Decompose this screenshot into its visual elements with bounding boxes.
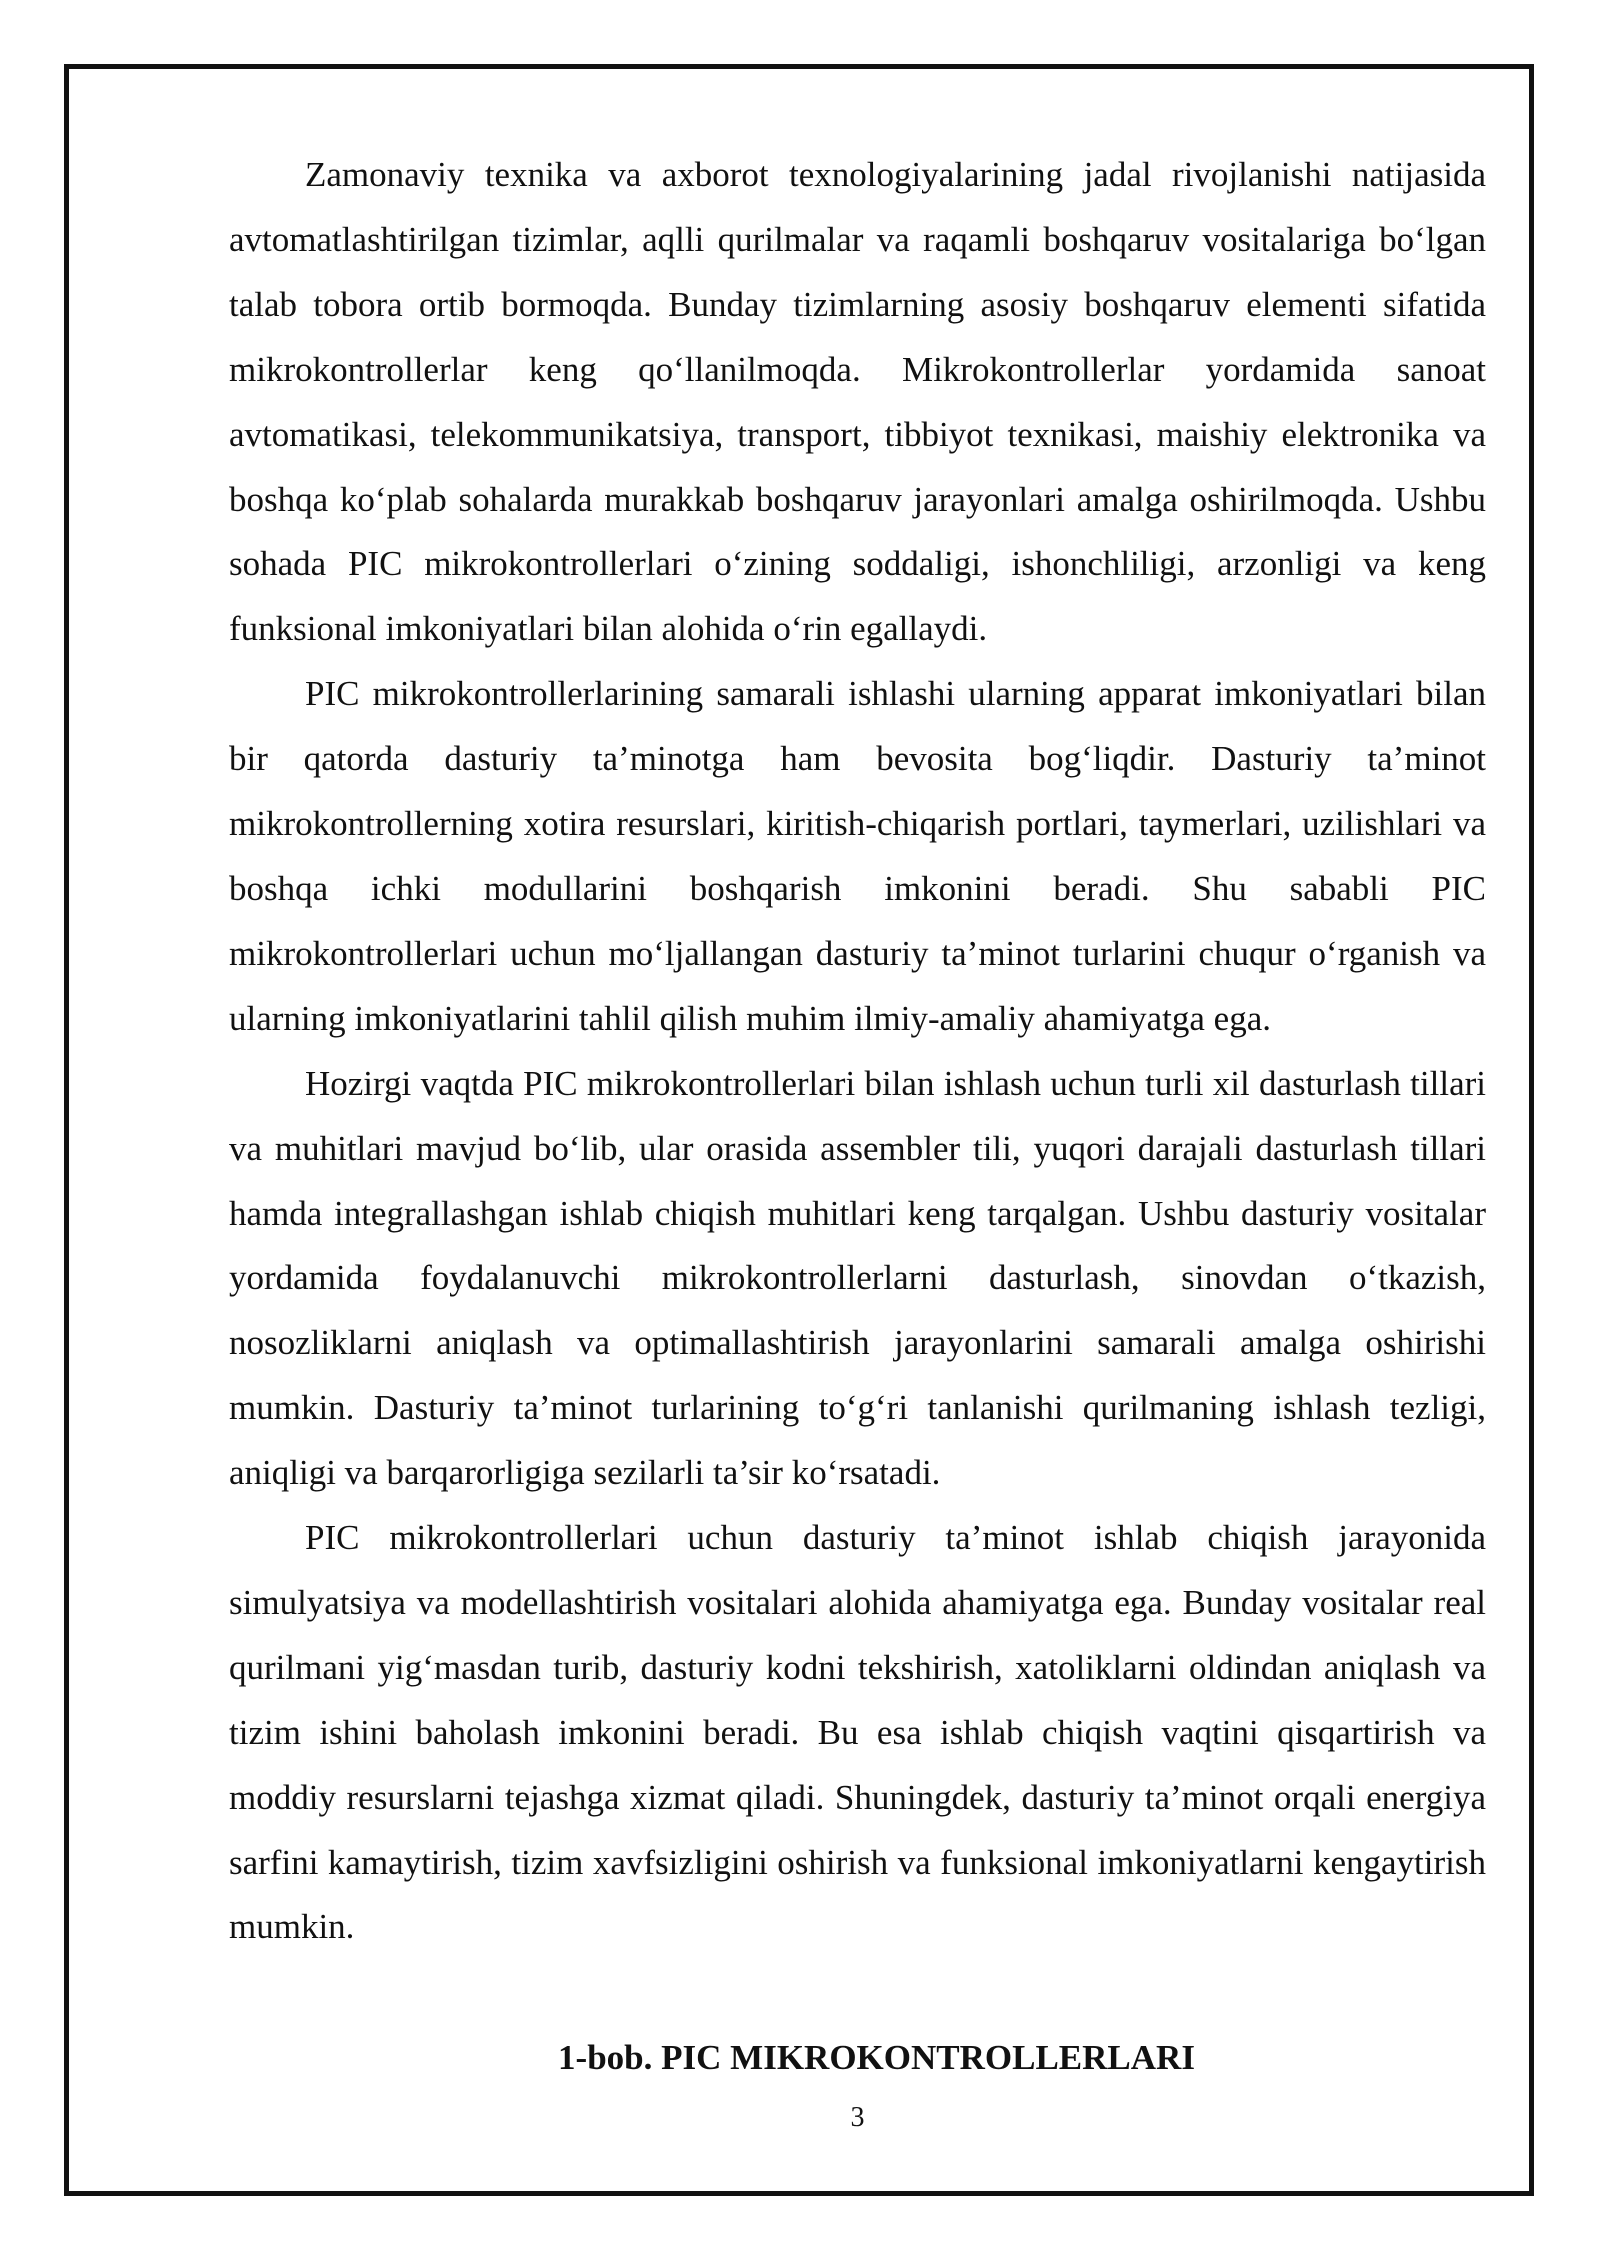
paragraph-3: Hozirgi vaqtda PIC mikrokontrollerlari bilan ishlash uchun turli xil dasturlash tillari va muhitlari mavjud bo‘lib, ular orasida assembler tili, yuqori darajali dasturlash tillari hamda integrallashgan ishlab chiqish muhitlari keng tarqalgan. Ushbu dasturiy vositalar yordamida foydalanuvchi mikrokontrollerlarni dasturlash, sinovdan o‘tkazish, nosozliklarni aniqlash va optimallashtirish jarayonlarini samarali amalga oshirishi mumkin. Dasturiy ta’minot turlarining to‘g‘ri tanlanishi qurilmaning ishlash tezligi, aniqligi va barqarorligiga sezilarli ta’sir ko‘rsatadi.	[229, 1063, 1486, 1493]
paragraph-1: Zamonaviy texnika va axborot texnologiyalarining jadal rivojlanishi natijasida avtomatlashtirilgan tizimlar, aqlli qurilmalar va raqamli boshqaruv vositalariga bo‘lgan talab tobora ortib bormoqda. Bunday tizimlarning asosiy boshqaruv elementi sifatida mikrokontrollerlar keng qo‘llanilmoqda. Mikrokontrollerlar yordamida sanoat avtomatikasi, telekommunikatsiya, transport, tibbiyot texnikasi, maishiy elektronika va boshqa ko‘plab sohalarda murakkab boshqaruv jarayonlari amalga oshirilmoqda. Ushbu sohada PIC mikrokontrollerlari o‘zining soddaligi, ishonchliligi, arzonligi va keng funksional imkoniyatlari bilan alohida o‘rin egallaydi.	[229, 155, 1486, 649]
chapter-heading: 1-bob. PIC MIKROKONTROLLERLARI	[558, 2038, 1195, 2077]
page-number: 3	[850, 2102, 865, 2133]
paragraph-2: PIC mikrokontrollerlarining samarali ishlashi ularning apparat imkoniyatlari bilan bir qatorda dasturiy ta’minotga ham bevosita bog‘liqdir. Dasturiy ta’minot mikrokontrollerning xotira resurslari, kiritish-chiqarish portlari, taymerlari, uzilishlari va boshqa ichki modullarini boshqarish imkonini beradi. Shu sababli PIC mikrokontrollerlari uchun mo‘ljallangan dasturiy ta’minot turlarini chuqur o‘rganish va ularning imkoniyatlarini tahlil qilish muhim ilmiy-amaliy ahamiyatga ega.	[229, 674, 1486, 1038]
document-body	[229, 143, 1486, 1960]
paragraph-4: PIC mikrokontrollerlari uchun dasturiy ta’minot ishlab chiqish jarayonida simulyatsiya va modellashtirish vositalari alohida ahamiyatga ega. Bunday vositalar real qurilmani yig‘masdan turib, dasturiy kodni tekshirish, xatoliklarni oldindan aniqlash va tizim ishini baholash imkonini beradi. Bu esa ishlab chiqish vaqtini qisqartirish va moddiy resurslarni tejashga xizmat qiladi. Shuningdek, dasturiy ta’minot orqali energiya sarfini kamaytirish, tizim xavfsizligini oshirish va funksional imkoniyatlarni kengaytirish mumkin.	[229, 1518, 1486, 1947]
